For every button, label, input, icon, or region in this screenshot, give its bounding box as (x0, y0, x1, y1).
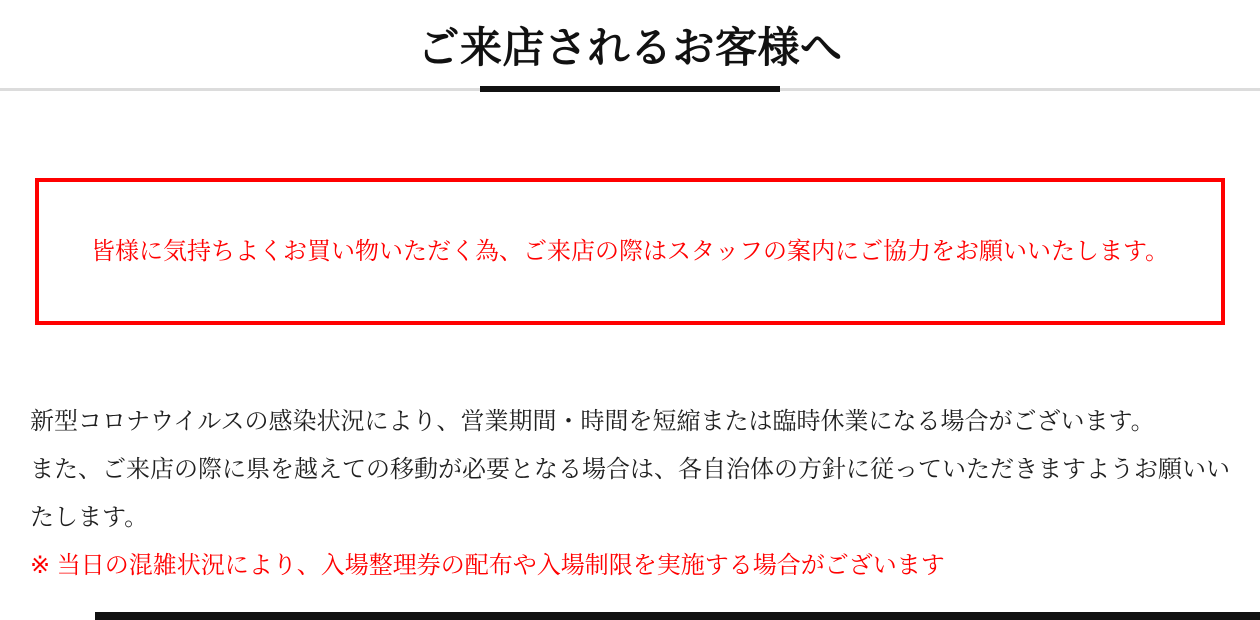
page-header (0, 0, 1260, 92)
body-line-1: 新型コロナウイルスの感染状況により、営業期間・時間を短縮または臨時休業になる場合がございます。 (30, 408, 1155, 435)
notice-box (35, 178, 1225, 325)
page-title: ご来店されるお客様へ (417, 24, 843, 71)
crowding-note: ※ 当日の混雑状況により、入場整理券の配布や入場制限を実施する場合がございます (30, 552, 945, 579)
title-divider (0, 86, 1260, 92)
body-line-3: たします。 (30, 504, 149, 531)
notice-text: 皆様に気持ちよくお買い物いただく為、ご来店の際はスタッフの案内にご協力をお願いいたします。 (90, 237, 1170, 265)
footer-bar (95, 612, 1260, 620)
body-line-2: また、ご来店の際に県を越えての移動が必要となる場合は、各自治体の方針に従っていただきますようお願いい (30, 456, 1230, 483)
body-text (30, 398, 1230, 590)
title-underline (480, 86, 780, 92)
